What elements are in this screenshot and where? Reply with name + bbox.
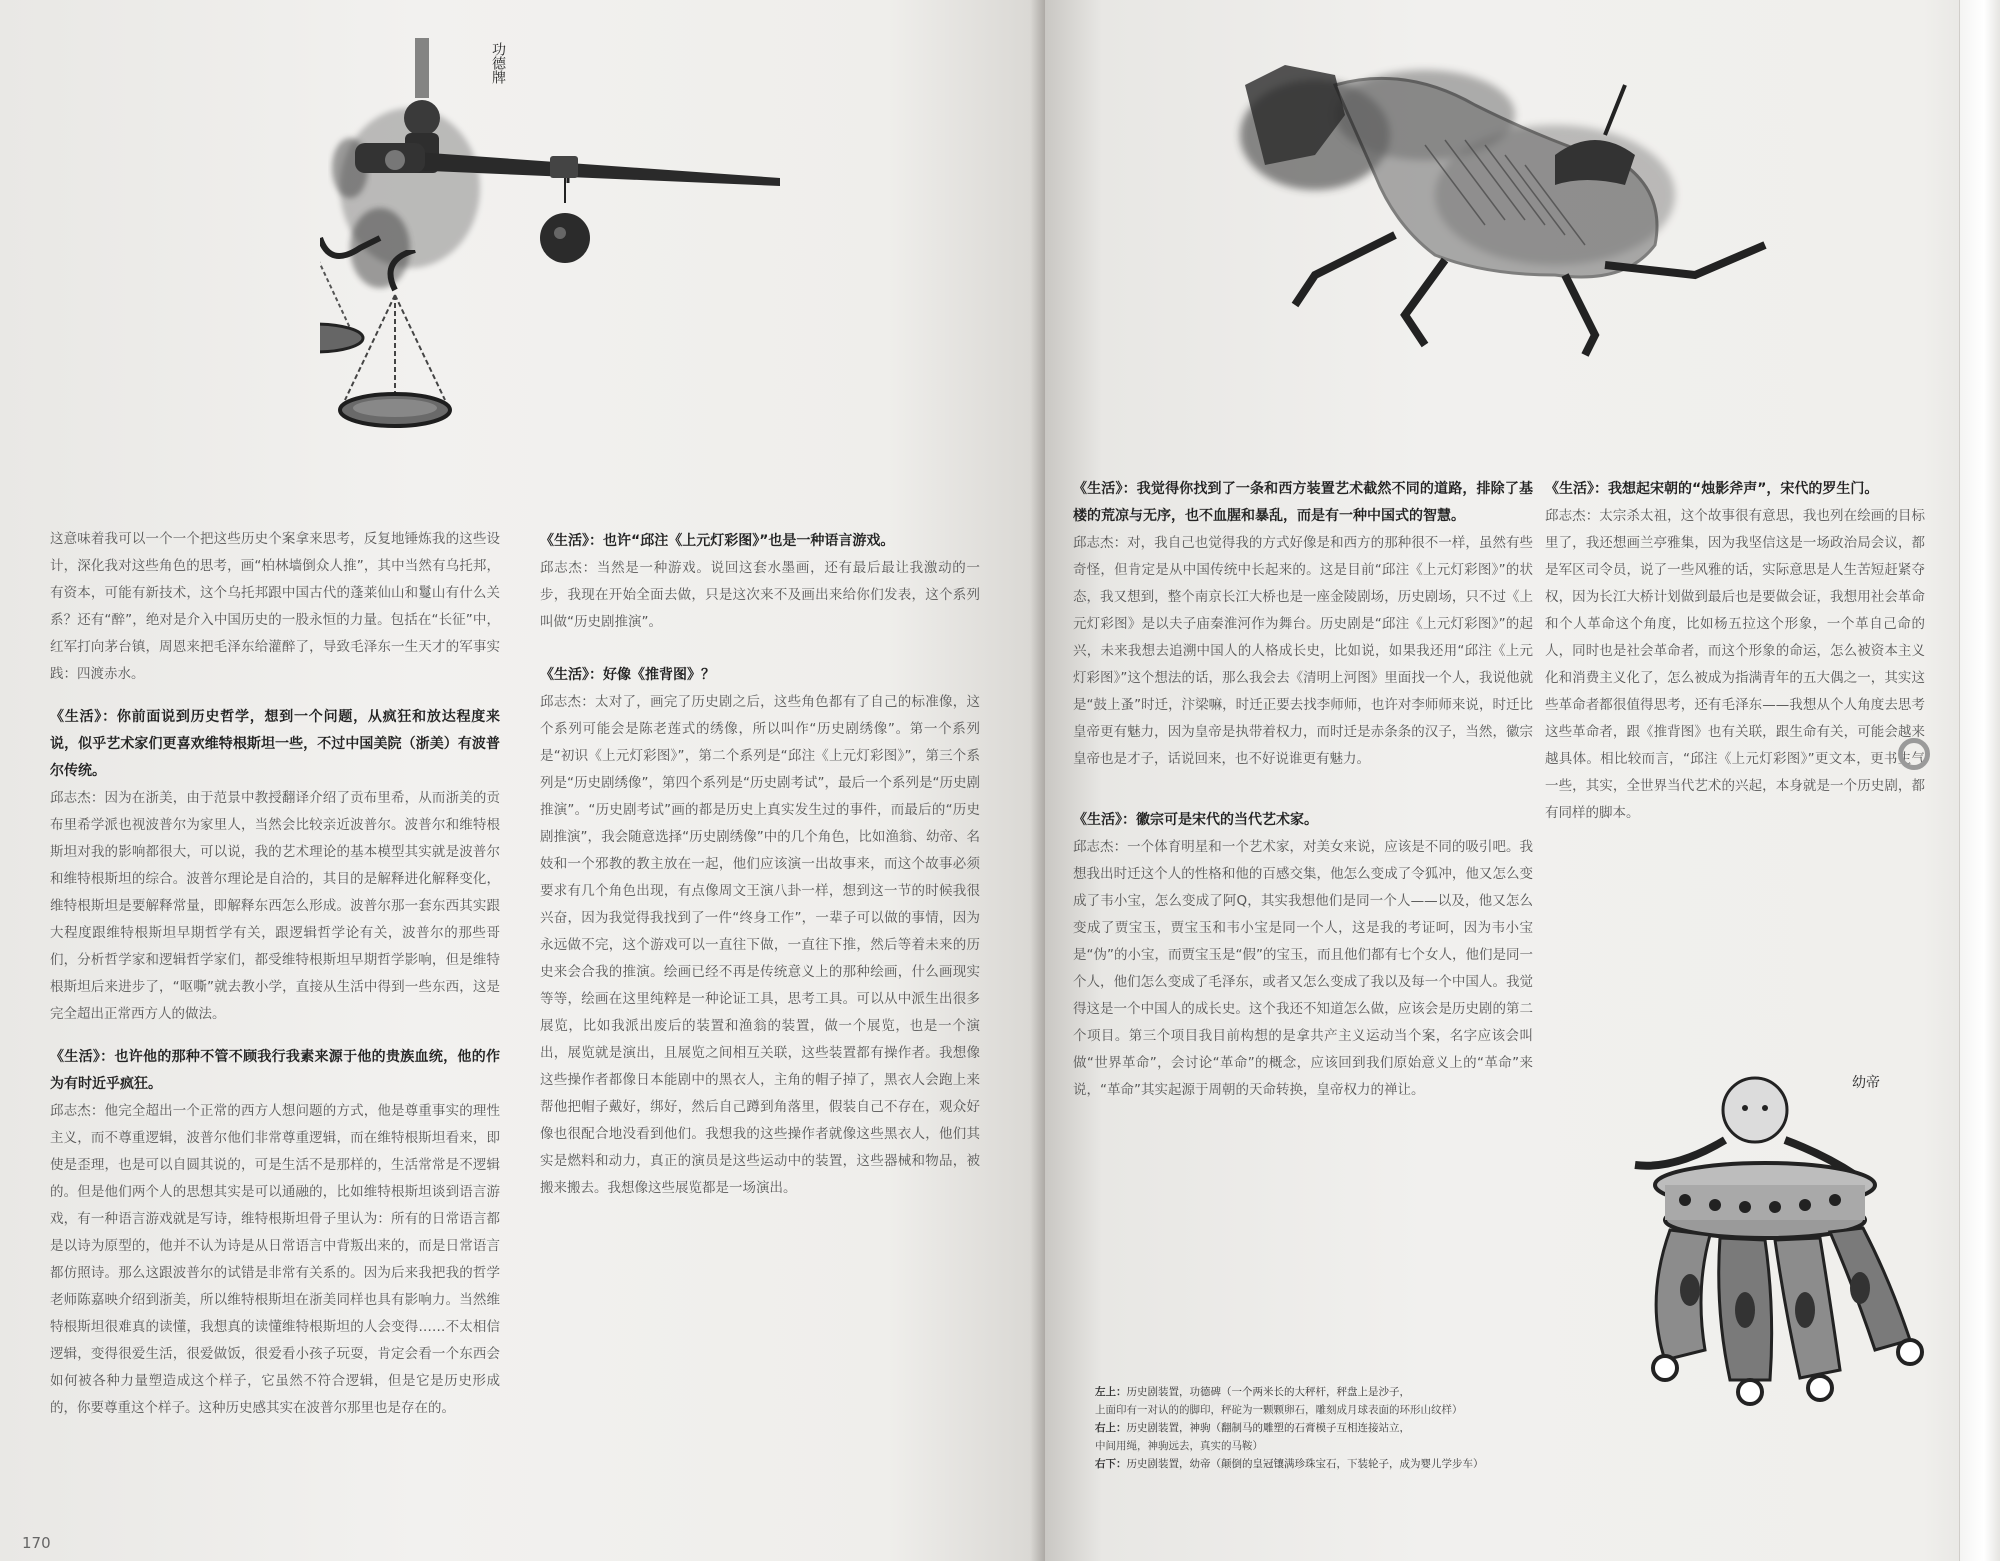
- page-ring-marker: [1898, 738, 1930, 770]
- question-paragraph: 《生活》：我觉得你找到了一条和西方装置艺术截然不同的道路，排除了基楼的荒凉与无序，也不血腥和暴乱，而是有一种中国式的智慧。: [1073, 481, 1533, 524]
- artwork-seal-inscription: 幼帝: [1852, 1075, 1880, 1091]
- question-paragraph: 《生活》：也许“邱注《上元灯彩图》”也是一种语言游戏。: [540, 533, 895, 549]
- answer-paragraph: 邱志杰：他完全超出一个正常的西方人想问题的方式，他是尊重事实的理性主义，而不尊重逻辑，波普尔他们非常尊重逻辑，而在维特根斯坦看来，即使是歪理，也是可以自圆其说的，可是生活不是那样的，生活常常是不逻辑的。但是他们两个人的思想其实是可以通融的，比如维特根斯坦谈到语言游戏，有一种语言游戏就是写诗，维特根斯坦骨子里认为：所有的日常语言都是以诗为原型的，他并不认为诗是从日常语言中背叛出来的，而是日常语言都仿照诗。那么这跟波普尔的试错是非常有关系的。因为后来我把我的哲学老师陈嘉映介绍到浙美，所以维特根斯坦在浙美同样也具有影响力。当然维特根斯坦很难真的读懂，我想真的读懂维特根斯坦的人会变得……不太相信逻辑，变得很爱生活，很爱做饭，很爱看小孩子玩耍，肯定会看一个东西会如何被各种力量塑造成这个样子，它虽然不符合逻辑，但是它是历史形成的，你要尊重这个样子。这种历史感其实在波普尔那里也是存在的。: [50, 1103, 500, 1416]
- page-edge: [1959, 0, 2000, 1561]
- left-column-1: [50, 526, 500, 1422]
- question-paragraph: 《生活》：你前面说到历史哲学，想到一个问题，从疯狂和放达程度来说，似乎艺术家们更喜欢维特根斯坦一些，不过中国美院（浙美）有波普尔传统。: [50, 709, 500, 779]
- infant-emperor-artwork: [1625, 1060, 1985, 1420]
- caption-item: 右下：历史剧装置，幼帝（颠倒的皇冠镶满珍珠宝石，下装轮子，成为婴儿学步车）: [1095, 1458, 1484, 1470]
- scale-pan-artwork: [320, 250, 460, 460]
- caption-item: 右上：历史剧装置，神驹（翻制马的雕塑的石膏模子互相连接站立， 中间用绳，神驹远去，真实的马鞍）: [1095, 1422, 1410, 1452]
- horse-artwork: [1225, 45, 1785, 365]
- answer-paragraph: 邱志杰：太对了，画完了历史剧之后，这些角色都有了自己的标准像，这个系列可能会是陈老莲式的绣像，所以叫作“历史剧绣像”。第一个系列是“初识《上元灯彩图》”，第二个系列是“邱注《上元灯彩图》”，第三个系列是“历史剧绣像”，第四个系列是“历史剧考试”，最后一个系列是“历史剧推演”。“历史剧考试”画的都是历史上真实发生过的事件，而最后的“历史剧推演”，我会随意选择“历史剧绣像”中的几个角色，比如渔翁、幼帝、名妓和一个邪教的教主放在一起，他们应该演一出故事来，而这个故事必须要求有几个角色出现，有点像周文王演八卦一样，想到这一节的时候我很兴奋，因为我觉得我找到了一件“终身工作”，一辈子可以做的事情，因为永远做不完，这个游戏可以一直往下做，一直往下推，然后等着未来的历史来会合我的推演。绘画已经不再是传统意义上的那种绘画，什么画现实等等，绘画在这里纯粹是一种论证工具，思考工具。可以从中派生出很多展览，比如我派出废后的装置和渔翁的装置，做一个展览，也是一个演出，展览就是演出，且展览之间相互关联，这些装置都有操作者。我想像这些操作者都像日本能剧中的黑衣人，主角的帽子掉了，黑衣人会跑上来帮他把帽子戴好，绑好，然后自己蹲到角落里，假装自己不存在，观众好像也很配合地没看到他们。我想我的这些操作者就像这些黑衣人，他们其实是燃料和动力，真正的演员是这些运动中的装置，这些器械和物品，被搬来搬去。我想像这些展览都是一场演出。: [540, 694, 980, 1196]
- left-column-2: [540, 512, 980, 1202]
- right-column-1: [1073, 460, 1533, 1104]
- artwork-seal-inscription: 功德牌: [490, 42, 506, 84]
- right-page: [1045, 0, 2000, 1561]
- answer-paragraph: 邱志杰：当然是一种游戏。说回这套水墨画，还有最后最让我激动的一步，我现在开始全面去做，只是这次来不及画出来给你们发表，这个系列叫做“历史剧推演”。: [540, 560, 980, 630]
- question-paragraph: 《生活》：我想起宋朝的“烛影斧声”，宋代的罗生门。: [1545, 481, 1879, 497]
- page-number: 170: [22, 1534, 51, 1552]
- answer-paragraph: 邱志杰：一个体育明星和一个艺术家，对美女来说，应该是不同的吸引吧。我想我出时迁这个人的性格和他的百感交集，他怎么变成了令狐冲，他又怎么变成了韦小宝，怎么变成了阿Q，其实我想他们是同一个人——以及，他又怎么变成了贾宝玉，贾宝玉和韦小宝是同一个人，这是我的考证呵，因为韦小宝是“伪”的小宝，而贾宝玉是“假”的宝玉，而且他们都有七个女人，他们是同一个人，他们怎么变成了毛泽东，或者又怎么变成了我以及每一个中国人。我觉得这是一个中国人的成长史。这个我还不知道怎么做，应该会是历史剧的第二个项目。第三个项目我目前构想的是拿共产主义运动当个案，名字应该会叫做“世界革命”，会讨论“革命”的概念，应该回到我们原始意义上的“革命”来说，“革命”其实起源于周朝的天命转换，皇帝权力的禅让。: [1073, 839, 1533, 1098]
- caption-item: 左上：历史剧装置，功德碑（一个两米长的大秤杆，秤盘上是沙子， 上面印有一对认的的脚印，秤砣为一颗颗卵石，雕刻成月球表面的环形山纹样）: [1095, 1386, 1463, 1416]
- question-paragraph: 《生活》：好像《推背图》？: [540, 667, 715, 683]
- question-paragraph: 《生活》：也许他的那种不管不顾我行我素来源于他的贵族血统，他的作为有时近乎疯狂。: [50, 1049, 500, 1092]
- figure-captions: [1095, 1383, 1495, 1473]
- answer-paragraph: 邱志杰：因为在浙美，由于范景中教授翻译介绍了贡布里希，从而浙美的贡布里希学派也视波普尔为家里人，当然会比较亲近波普尔。波普尔和维特根斯坦对我的影响都很大，可以说，我的艺术理论的基本模型其实就是波普尔和维特根斯坦的综合。波普尔理论是自洽的，其目的是解释进化解释变化，维特根斯坦是要解释常量，即解释东西怎么形成。波普尔那一套东西其实跟大程度跟维特根斯坦早期哲学有关，跟逻辑哲学论有关，波普尔的那些哥们，分析哲学家和逻辑哲学家们，都受维特根斯坦早期哲学影响，但是维特根斯坦后来进步了，“呕嘶”就去教小学，直接从生活中得到一些东西，这是完全超出正常西方人的做法。: [50, 790, 500, 1022]
- answer-paragraph: 邱志杰：太宗杀太祖，这个故事很有意思，我也列在绘画的目标里了，我还想画兰亭雅集，因为我坚信这是一场政治局会议，都是军区司令员，说了一些风雅的话，实际意思是人生苦短赶紧夺权，因为长江大桥计划做到最后也是要做会证，我想用社会革命和个人革命这个角度，比如杨五拉这个形象，一个革自己命的人，同时也是社会革命者，而这个形象的命运，怎么被资本主义化和消费主义化了，怎么被成为指满青年的五大偶之一，其实这些革命者都很值得思考，还有毛泽东——我想从个人角度去思考这些革命者，跟《推背图》也有关联，跟生命有关，可能会越来越具体。相比较而言，“邱注《上元灯彩图》”更文本，更书生气一些，其实，全世界当代艺术的兴起，本身就是一个历史剧，都有同样的脚本。: [1545, 508, 1925, 821]
- right-column-2: [1545, 460, 1925, 827]
- question-paragraph: 《生活》：徽宗可是宋代的当代艺术家。: [1073, 812, 1318, 828]
- intro-paragraph: 这意味着我可以一个一个把这些历史个案拿来思考，反复地锤炼我的这些设计，深化我对这些角色的思考，画“柏林墙倒众人推”，其中当然有乌托邦，有资本，可能有新技术，这个乌托邦跟中国古代的蓬莱仙山和鬘山有什么关系？还有“醉”，绝对是介入中国历史的一股永恒的力量。包括在“长征”中，红军打向茅台镇，周恩来把毛泽东给灌醉了，导致毛泽东一生天才的军事实践：四渡赤水。: [50, 531, 500, 682]
- answer-paragraph: 邱志杰：对，我自己也觉得我的方式好像是和西方的那种很不一样，虽然有些奇怪，但肯定是从中国传统中长起来的。这是目前“邱注《上元灯彩图》”的状态，我又想到，整个南京长江大桥也是一座金陵剧场，历史剧场，只不过《上元灯彩图》是以夫子庙秦淮河作为舞台。历史剧是“邱注《上元灯彩图》”的起兴，未来我想去追溯中国人的人格成长史，比如说，如果我还用“邱注《上元灯彩图》”这个想法的话，那么我会去《清明上河图》里面找一个人，我说他就是“鼓上蚤”时迁，汴梁嘛，时迁正要去找李师师，也许对李师师来说，时迁比皇帝更有魅力，因为皇帝是执带着权力，而时迁是赤条条的汉子，当然，徽宗皇帝也是才子，话说回来，也不好说谁更有魅力。: [1073, 535, 1533, 767]
